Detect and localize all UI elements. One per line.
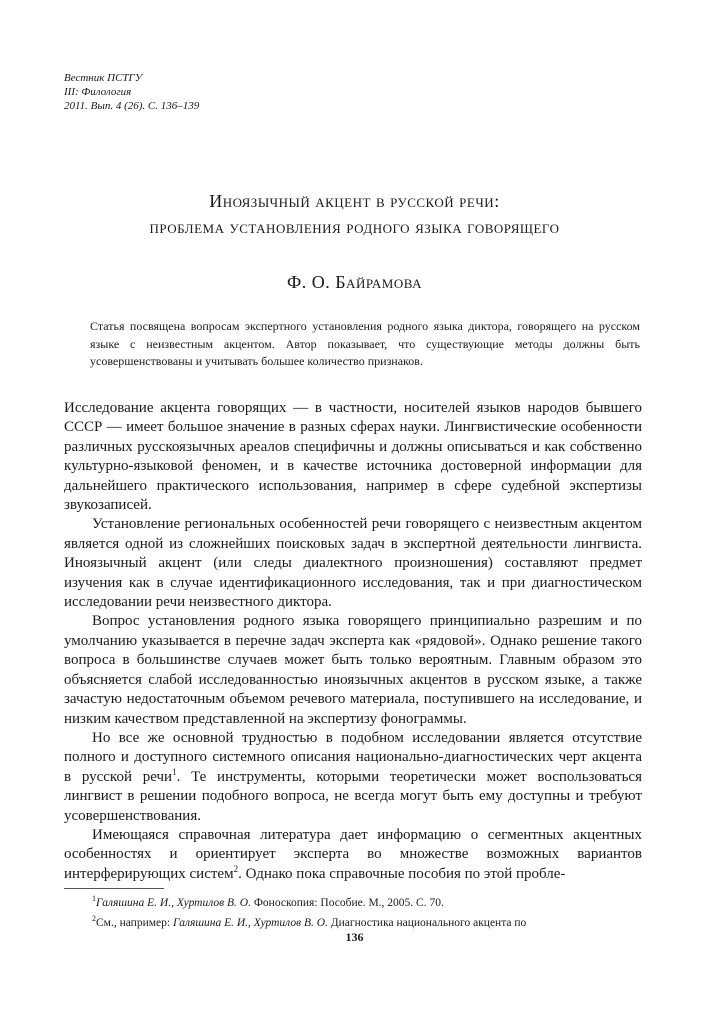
- title-line-2: проблема установления родного языка говорящего: [149, 217, 560, 237]
- paragraph-4-text-end: . Те инструменты, которыми теоретически может воспользоваться лингвист в решении подобного вопроса, не всегда могут быть ему доступны и требуют усовершенствования.: [64, 768, 642, 824]
- paragraph-5-text: Имеющаяся справочная литература дает информацию о сегментных акцентных особенностях и ориентирует эксперта во множестве возможных вариантов интерферирующих систем: [64, 826, 642, 882]
- paragraph-5: [64, 826, 642, 884]
- author-name: Ф. О. Байрамова: [287, 272, 422, 292]
- footnote-1: [64, 891, 642, 911]
- footnote-2-number: 2: [92, 913, 96, 923]
- journal-name: Вестник ПСТГУ: [64, 72, 143, 84]
- footnote-ref-2[interactable]: 2: [233, 863, 239, 874]
- footnote-2-text: Диагностика национального акцента по: [327, 916, 527, 929]
- article-body: [64, 399, 642, 884]
- journal-issue: 2011. Вып. 4 (26). С. 136–139: [64, 100, 200, 112]
- paragraph-4: [64, 729, 642, 826]
- footnote-2: [64, 911, 642, 931]
- paragraph-2: Установление региональных особенностей речи говорящего с неизвестным акцентом является одной из сложнейших поисковых задач в экспертной деятельности лингвиста. Иноязычный акцент (или следы диалектного произношения) составляют предмет изучения как в случае идентификационного исследования, так и при диагностическом исследовании речи неизвестного диктора.: [64, 516, 642, 611]
- journal-series: III: Филология: [64, 86, 132, 98]
- title-line-1: Иноязычный акцент в русской речи:: [209, 191, 500, 211]
- footnote-2-prefix: См., например:: [96, 916, 173, 929]
- journal-info: [64, 71, 199, 113]
- page-number: 136: [345, 930, 364, 944]
- abstract: Статья посвящена вопросам экспертного установления родного языка диктора, говорящего на русском языке с неизвестным акцентом. Автор показывает, что существующие методы должны быть усовершенствованы и учитывать большее количество признаков.: [90, 319, 640, 368]
- footnote-ref-1[interactable]: 1: [172, 766, 177, 777]
- paragraph-1: Исследование акцента говорящих — в частности, носителей языков народов бывшего СССР — имеет большое значение в разных сферах науки. Лингвистические особенности различных русскоязычных ареалов специфичны и должны описываться и как собственно культурно-языковой феномен, и в качестве источника достоверной информации для дальнейшего практического использования, например в сфере судебной экспертизы звукозаписей.: [64, 400, 642, 514]
- footnote-divider: [64, 888, 164, 889]
- footnotes: [64, 891, 642, 931]
- paragraph-5-text-end: . Однако пока справочные пособия по этой пробле-: [238, 865, 566, 882]
- paragraph-4-text: Но все же основной трудностью в подобном исследовании является отсутствие полного и доступного системного описания национально-диагностических черт акцента в русской речи: [64, 729, 642, 785]
- paragraph-3: Вопрос установления родного языка говорящего принципиально разрешим и по умолчанию указывается в перечне задач эксперта как «рядовой». Однако решение такого вопроса в большинстве случаев может быть только вероятным. Главным образом это объясняется слабой исследованностью иноязычных акцентов в русском языке, а также зачастую недостаточным объемом речевого материала, поступившего на исследование, и низким качеством представленной на экспертизу фонограммы.: [64, 613, 642, 727]
- article-title: [40, 188, 669, 240]
- footnote-1-text: Фоноскопия: Пособие. М., 2005. С. 70.: [250, 896, 444, 909]
- footnote-2-authors: Галяшина Е. И., Хуртилов В. О.: [172, 916, 328, 929]
- footnote-1-authors: Галяшина Е. И., Хуртилов В. О.: [96, 896, 251, 909]
- footnote-1-number: 1: [92, 894, 96, 903]
